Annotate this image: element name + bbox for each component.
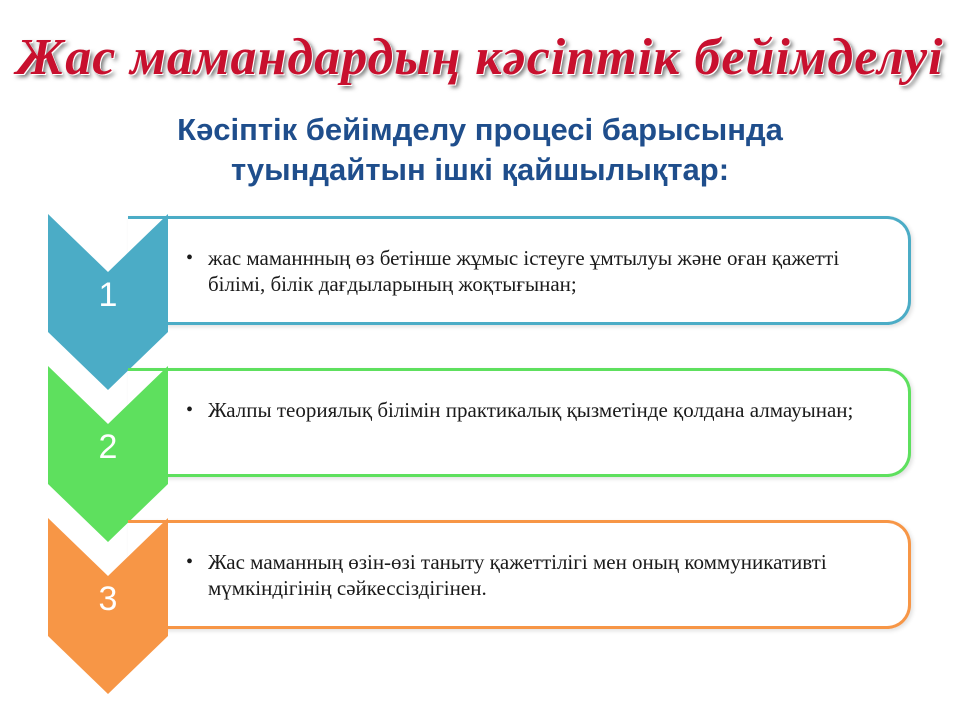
item-2-chevron xyxy=(48,366,168,542)
bullet-icon: • xyxy=(186,399,194,421)
bullet-icon: • xyxy=(186,247,194,269)
subtitle-line-2: туындайтын ішкі қайшылықтар: xyxy=(230,152,730,187)
bullet-icon: • xyxy=(186,551,194,573)
item-3-chevron xyxy=(48,518,168,694)
item-3-box xyxy=(128,520,911,629)
item-1-chevron xyxy=(48,214,168,390)
subtitle-line-1: Кәсіптік бейімделу процесі барысында xyxy=(177,112,783,147)
item-2-number: 2 xyxy=(98,428,118,466)
item-1-number: 1 xyxy=(98,276,118,314)
item-3-number: 3 xyxy=(98,580,118,618)
item-1-text: жас маманнның өз бетінше жұмыс істеуге ұмтылуы және оған қажетті білімі, білік дағдыларының жоқтығынан; xyxy=(208,246,840,296)
slide-title: Жас мамандардың кәсіптік бейімделуі xyxy=(16,29,944,86)
item-3-text: Жас маманның өзін-өзі таныту қажеттілігі мен оның коммуникативті мүмкіндігінің сәйкессіздігінен. xyxy=(208,550,827,600)
item-2-box xyxy=(128,368,911,477)
slide-subtitle xyxy=(0,110,960,190)
item-2-text: Жалпы теориялық білімін практикалық қызметінде қолдана алмауынан; xyxy=(208,398,854,422)
item-1-box xyxy=(128,216,911,325)
